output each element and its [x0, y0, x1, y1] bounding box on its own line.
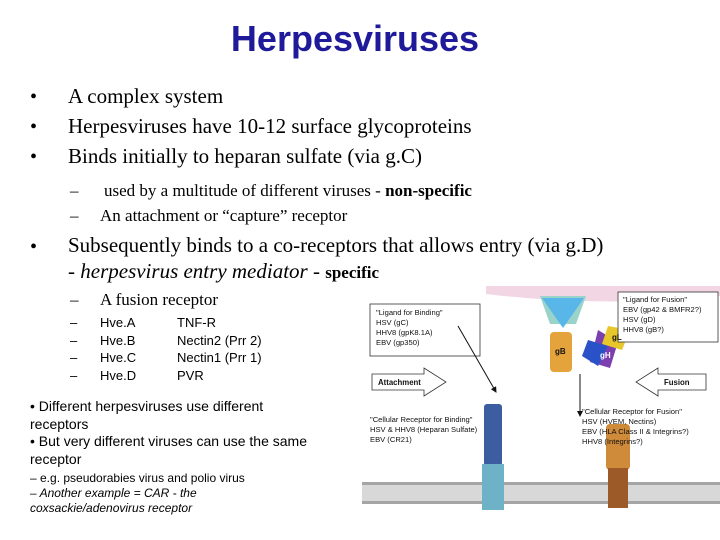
- receptor-hve-c: Hve.C: [100, 350, 137, 365]
- ligand-fusion-hhv8: HHV8 (gB?): [623, 325, 664, 334]
- receptor-hve-b: Hve.B: [100, 332, 136, 348]
- attachment-label: Attachment: [378, 378, 421, 387]
- sub-fusion-receptor: A fusion receptor: [100, 290, 219, 309]
- dash-marker: –: [70, 181, 79, 200]
- note-same-receptor: • But very different viruses can use the same receptor: [30, 433, 307, 467]
- receptor-tnf-r: TNF-R: [177, 315, 216, 330]
- binding-receptor-stem: [482, 464, 504, 510]
- cell-fusion-title: "Cellular Receptor for Fusion": [582, 407, 682, 416]
- sub-nonspecific-text: used by a multitude of different viruses -: [104, 181, 386, 200]
- hvem-italic: herpesvirus entry mediator: [80, 259, 308, 283]
- receptor-list-hve: [100, 314, 136, 384]
- gB-label: gB: [555, 347, 566, 356]
- bullet-marker: •: [30, 86, 38, 108]
- gH-label: gH: [600, 351, 611, 360]
- fusion-label: Fusion: [664, 378, 690, 387]
- slide-title: Herpesviruses: [230, 18, 480, 59]
- note-pseudorabies: – e.g. pseudorabies virus and polio virus: [30, 471, 245, 485]
- dash-marker: –: [70, 290, 79, 309]
- cell-binding-ebv: EBV (CR21): [370, 435, 412, 444]
- hvem-mid: -: [307, 259, 326, 283]
- bullet-marker: •: [30, 146, 38, 168]
- ligand-binding-ebv: EBV (gp350): [376, 338, 420, 347]
- bullet-hvem-line: [68, 259, 379, 284]
- cell-binding-hsv: HSV & HHV8 (Heparan Sulfate): [370, 425, 478, 434]
- binding-receptor-shape: [484, 404, 502, 466]
- dash-marker: –: [70, 206, 79, 225]
- hvem-specific: specific: [325, 263, 380, 282]
- ligand-fusion-title: "Ligand for Fusion": [623, 295, 688, 304]
- membrane-edge: [362, 482, 720, 485]
- ligand-fusion-hsv: HSV (gD): [623, 315, 656, 324]
- cell-fusion-hsv: HSV (HVEM, Nectins): [582, 417, 657, 426]
- receptor-dashes: – – – –: [70, 315, 78, 383]
- ligand-binding-hsv: HSV (gC): [376, 318, 409, 327]
- cell-fusion-ebv: EBV (HLA Class II & Integrins?): [582, 427, 689, 436]
- gL-label: gL: [612, 333, 622, 342]
- note-car-example: – Another example = CAR - the coxsackie/adenovirus receptor: [30, 486, 197, 515]
- hvem-prefix: -: [68, 259, 81, 283]
- bullet-glycoproteins: Herpesviruses have 10-12 surface glycoproteins: [68, 114, 472, 138]
- receptor-pvr: PVR: [177, 367, 204, 383]
- bullet-heparan-sulfate: Binds initially to heparan sulfate (via g.C): [68, 144, 423, 168]
- cell-fusion-hhv8: HHV8 (Integrins?): [582, 437, 643, 446]
- sub-capture-receptor: An attachment or “capture” receptor: [100, 206, 348, 225]
- bullet-complex-system: A complex system: [68, 84, 224, 108]
- note-different-receptors: • Different herpesviruses use different receptors: [30, 398, 264, 432]
- ligand-fusion-ebv: EBV (gp42 & BMFR2?): [623, 305, 702, 314]
- receptor-nectin1: Nectin1 (Prr 1): [177, 350, 262, 365]
- receptor-nectin2: Nectin2 (Prr 2): [177, 332, 262, 348]
- bullet-marker: •: [30, 236, 38, 258]
- cell-binding-title: "Cellular Receptor for Binding": [370, 415, 473, 424]
- receptor-list-names: [177, 314, 262, 384]
- receptor-hve-d: Hve.D: [100, 367, 137, 383]
- membrane-edge: [362, 501, 720, 504]
- bullet-marker: •: [30, 116, 38, 138]
- ligand-binding-title: "Ligand for Binding": [376, 308, 443, 317]
- sub-nonspecific-bold: non-specific: [385, 181, 472, 200]
- cell-membrane: [362, 482, 720, 504]
- sub-nonspecific: [104, 181, 472, 201]
- fusion-receptor-stem: [608, 468, 628, 508]
- bullet-coreceptors: Subsequently binds to a co-receptors that allows entry (via g.D): [68, 233, 604, 257]
- ligand-binding-hhv8: HHV8 (gpK8.1A): [376, 328, 433, 337]
- receptor-hve-a: Hve.A: [100, 315, 136, 330]
- receptor-diagram: [362, 286, 720, 540]
